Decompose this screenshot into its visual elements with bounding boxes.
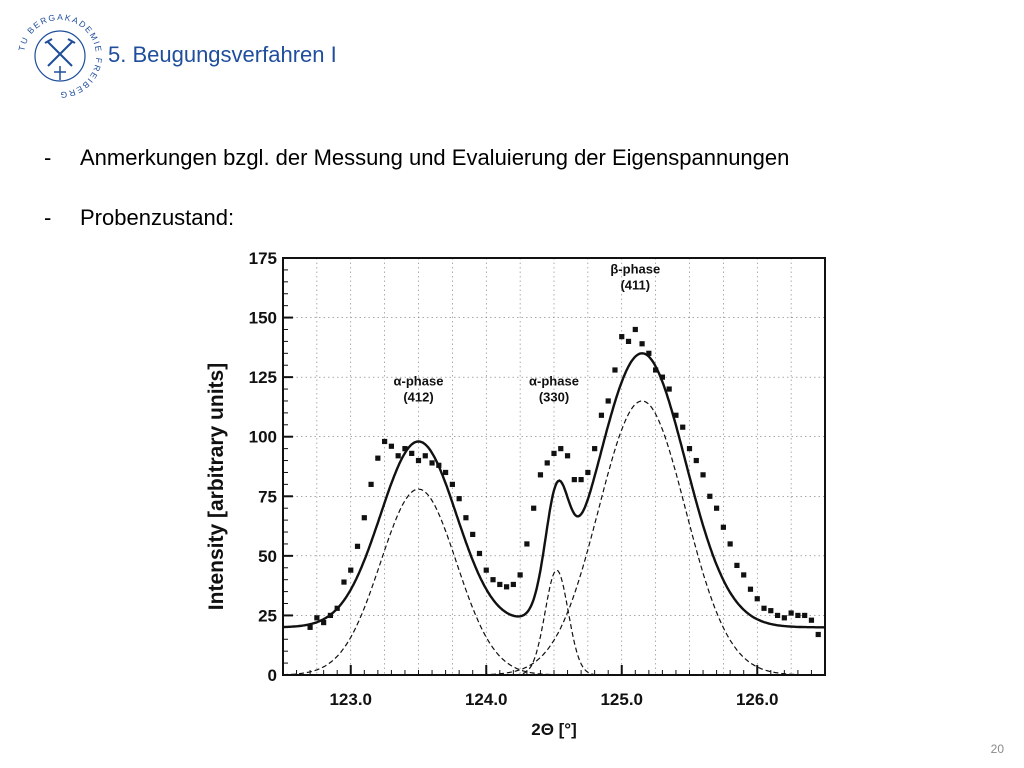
y-tick-label: 175 <box>248 249 277 268</box>
data-point <box>314 615 319 620</box>
data-point <box>768 608 773 613</box>
data-point <box>477 551 482 556</box>
data-point <box>348 568 353 573</box>
annotation-hkl-label: (411) <box>620 277 651 293</box>
x-tick-label: 124.0 <box>464 690 508 709</box>
data-point <box>687 446 692 451</box>
svg-text:TU BERGAKADEMIE FREIBERG: TU BERGAKADEMIE FREIBERG <box>16 11 105 101</box>
y-tick-label: 125 <box>248 368 277 388</box>
data-point <box>335 606 340 611</box>
data-point <box>728 541 733 546</box>
data-point <box>504 584 509 589</box>
data-point <box>789 610 794 615</box>
data-point <box>368 482 373 487</box>
x-axis-label: 2Θ [°] <box>531 720 577 739</box>
data-point <box>707 494 712 499</box>
data-point <box>511 582 516 587</box>
data-point <box>809 618 814 623</box>
annotation-phase-label: β-phase <box>610 261 661 277</box>
xrd-intensity-chart <box>190 240 840 745</box>
data-point <box>572 477 577 482</box>
data-point <box>592 446 597 451</box>
data-point <box>673 413 678 418</box>
data-point <box>497 582 502 587</box>
annotation-phase-label: α-phase <box>393 373 444 389</box>
data-point <box>402 446 407 451</box>
data-point <box>694 458 699 463</box>
data-point <box>761 606 766 611</box>
data-point <box>443 470 448 475</box>
data-point <box>734 563 739 568</box>
data-point <box>653 367 658 372</box>
y-tick-label: 150 <box>248 308 277 328</box>
data-point <box>714 506 719 511</box>
data-point <box>816 632 821 637</box>
data-point <box>484 568 489 573</box>
y-tick-label: 50 <box>258 546 277 566</box>
data-point <box>531 506 536 511</box>
data-point <box>633 327 638 332</box>
bullet-dash: - <box>44 145 52 170</box>
data-point <box>538 472 543 477</box>
bullet-sample-state <box>44 205 234 231</box>
x-tick-label: 123.0 <box>329 690 373 709</box>
bullet-dash: - <box>44 205 52 230</box>
x-tick-label: 126.0 <box>735 690 779 709</box>
data-point <box>680 425 685 430</box>
data-point <box>782 615 787 620</box>
data-point <box>558 446 563 451</box>
data-point <box>524 541 529 546</box>
data-point <box>396 453 401 458</box>
data-point <box>802 613 807 618</box>
data-point <box>551 451 556 456</box>
data-point <box>599 413 604 418</box>
data-point <box>700 472 705 477</box>
y-tick-label: 75 <box>258 487 277 507</box>
y-tick-label: 0 <box>267 666 277 685</box>
data-point <box>470 532 475 537</box>
data-point <box>355 544 360 549</box>
data-point <box>748 587 753 592</box>
data-point <box>341 579 346 584</box>
data-point <box>755 596 760 601</box>
data-point <box>328 613 333 618</box>
data-point <box>362 515 367 520</box>
data-point <box>308 625 313 630</box>
data-point <box>463 515 468 520</box>
data-point <box>579 477 584 482</box>
data-point <box>565 453 570 458</box>
annotation-hkl-label: (330) <box>538 389 570 405</box>
data-point <box>389 444 394 449</box>
data-point <box>436 463 441 468</box>
data-point <box>639 341 644 346</box>
data-point <box>429 460 434 465</box>
data-point <box>409 451 414 456</box>
x-tick-label: 125.0 <box>600 690 644 709</box>
bullet-measurement-notes <box>44 145 789 171</box>
page-number: 20 <box>990 742 1004 756</box>
y-tick-label: 25 <box>258 606 277 626</box>
data-point <box>775 613 780 618</box>
bullet-text: Probenzustand: <box>80 205 235 230</box>
annotation-hkl-label: (412) <box>403 389 434 405</box>
y-axis-label: Intensity [arbitrary units] <box>205 362 228 611</box>
data-point <box>545 460 550 465</box>
data-point <box>741 572 746 577</box>
university-seal-logo <box>14 10 106 102</box>
data-point <box>619 334 624 339</box>
data-point <box>450 482 455 487</box>
data-point <box>518 572 523 577</box>
data-point <box>721 525 726 530</box>
y-tick-label: 100 <box>248 427 277 447</box>
data-point <box>585 470 590 475</box>
data-point <box>606 398 611 403</box>
data-point <box>416 458 421 463</box>
data-point <box>626 339 631 344</box>
data-point <box>490 577 495 582</box>
data-point <box>667 386 672 391</box>
data-point <box>382 439 387 444</box>
data-point <box>612 367 617 372</box>
data-point <box>646 351 651 356</box>
annotation-phase-label: α-phase <box>529 373 579 389</box>
data-point <box>423 453 428 458</box>
data-point <box>375 456 380 461</box>
data-point <box>795 613 800 618</box>
data-point <box>321 620 326 625</box>
bullet-text: Anmerkungen bzgl. der Messung und Evaluierung der Eigenspannungen <box>80 145 790 170</box>
data-point <box>457 496 462 501</box>
page-title: 5. Beugungsverfahren I <box>108 42 337 67</box>
data-point <box>660 375 665 380</box>
